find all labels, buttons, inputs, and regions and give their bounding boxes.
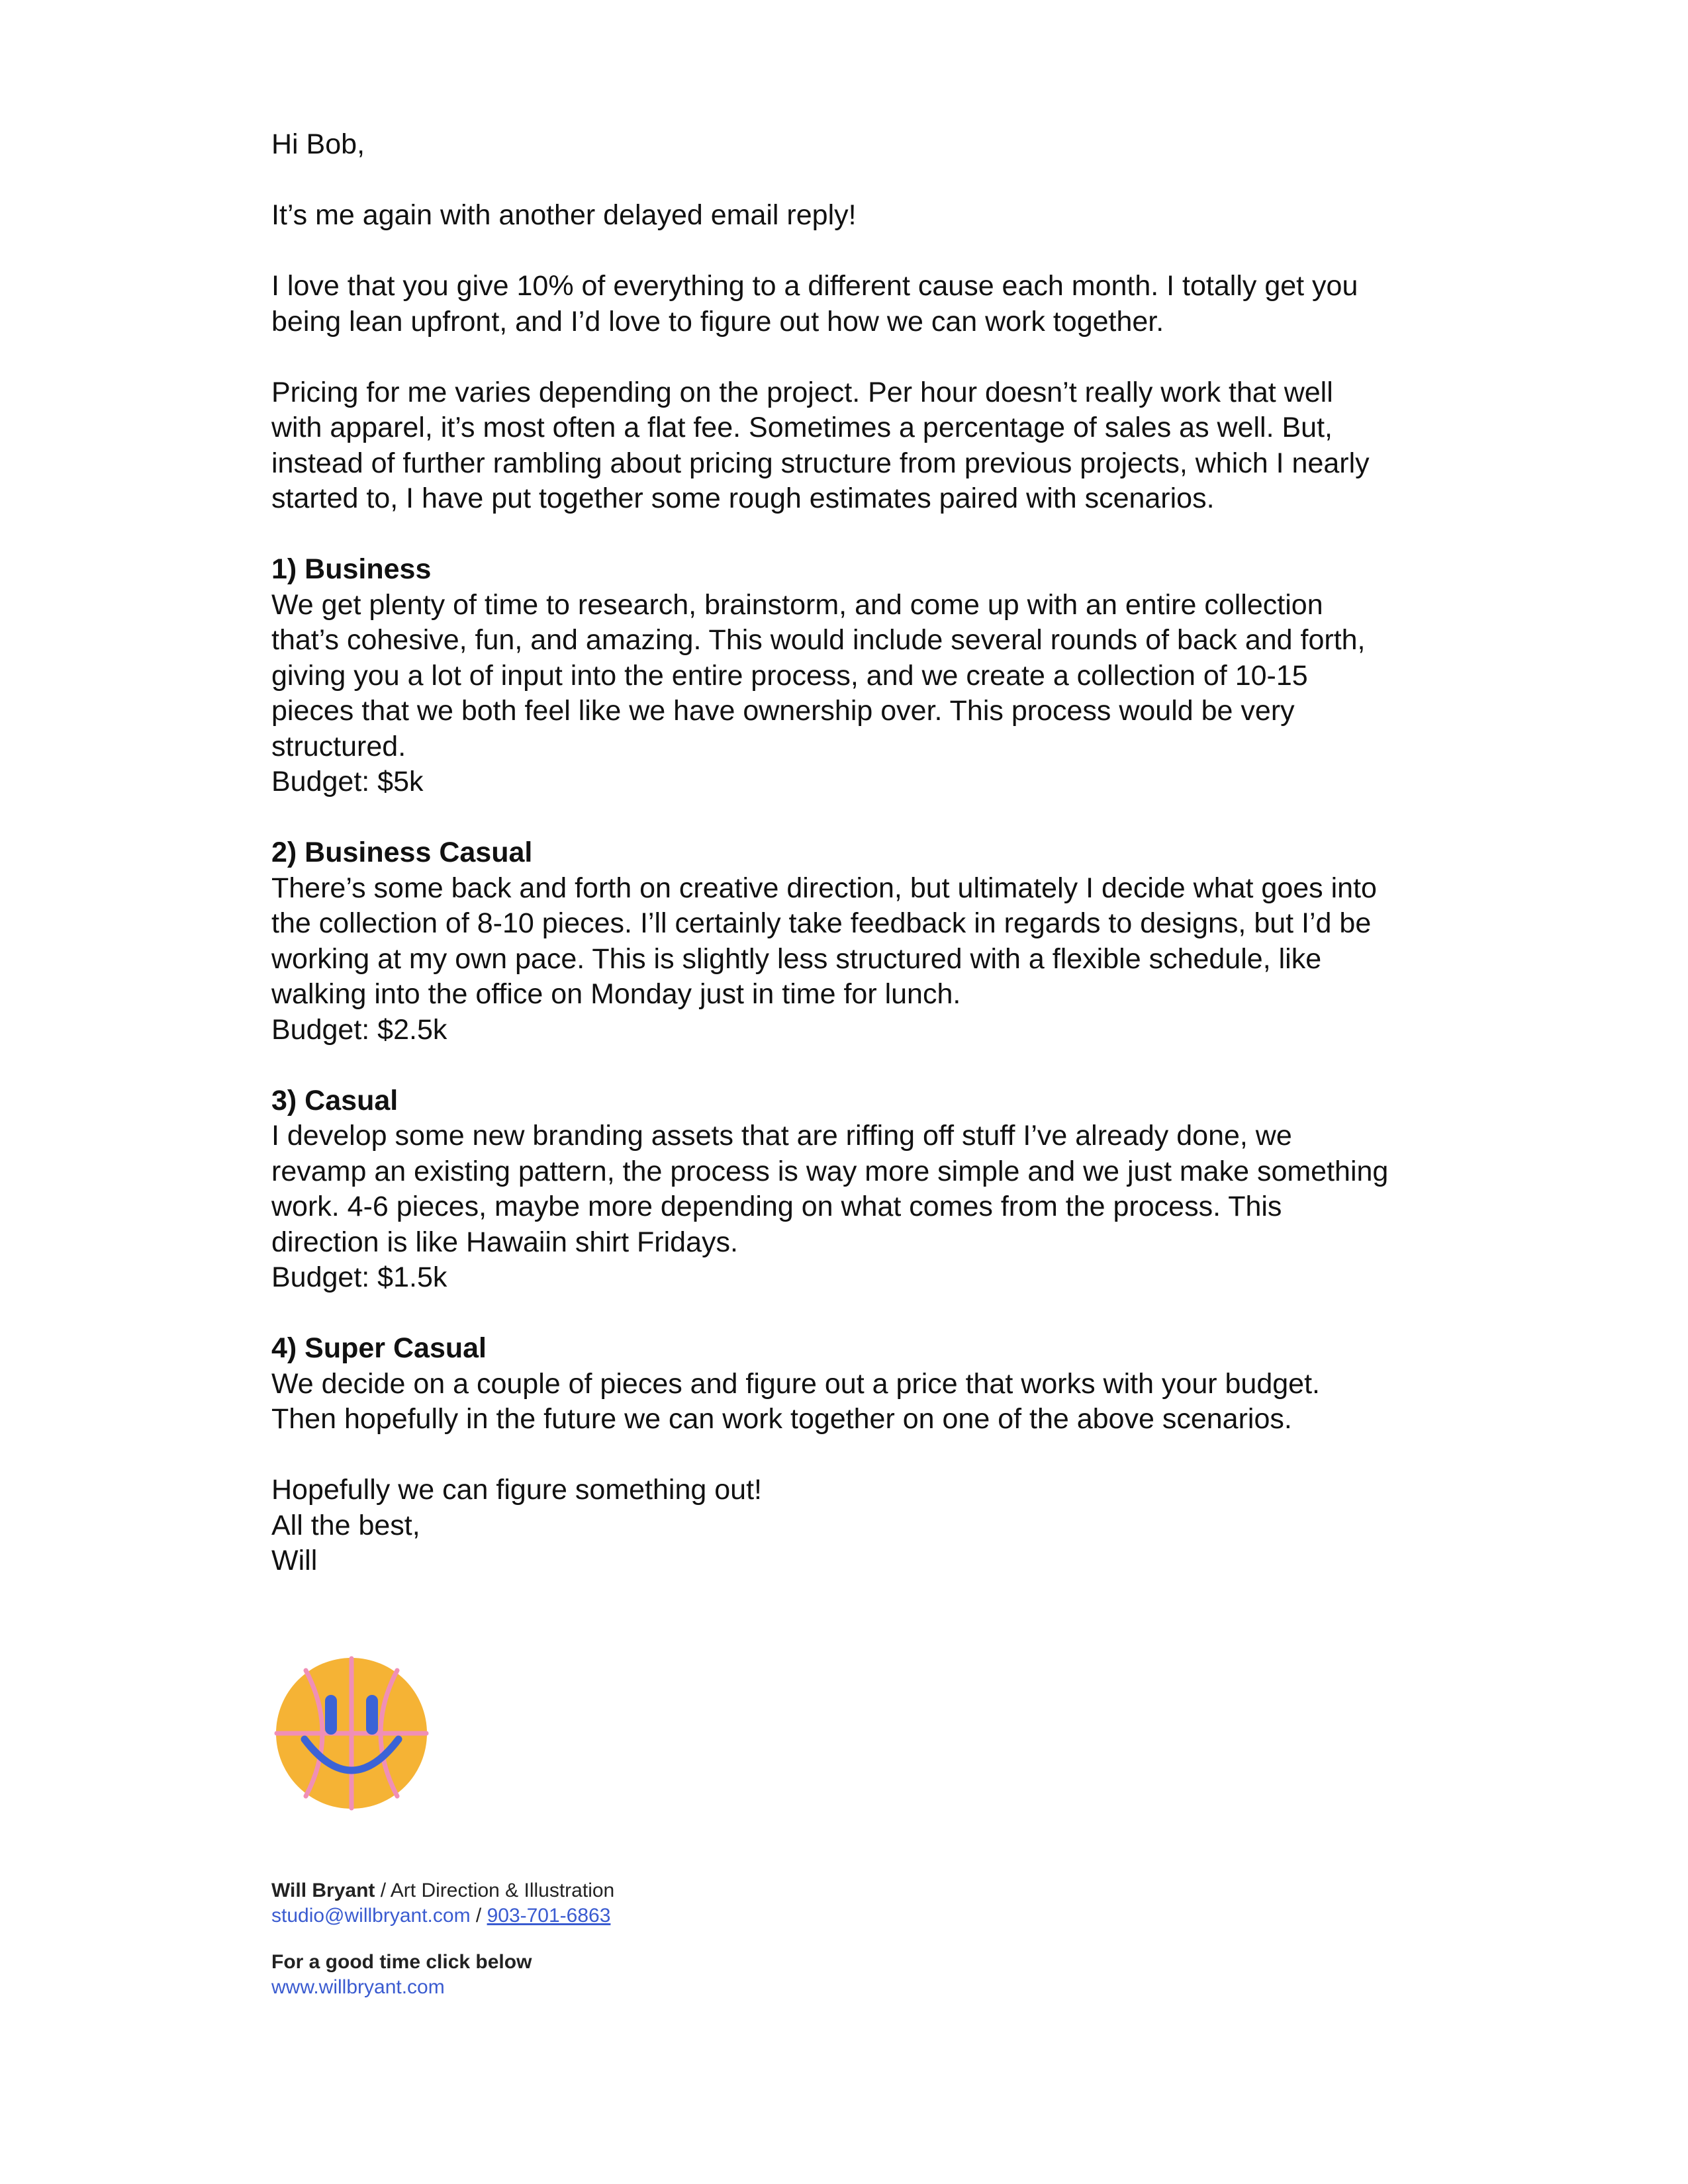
signature-cta: For a good time click below [271,1951,532,1973]
option-casual: 3) Casual I develop some new branding assets that are riffing off stuff I’ve already done, we revamp an existing pattern, the process is way more simple and we just make something work. 4-6 pieces, maybe more depending on what comes from the process. This direction is like Hawaiin shirt Fridays. Budget: $1.5k [271,1083,1450,1296]
option-budget: Budget: $1.5k [271,1261,447,1293]
closing: Hopefully we can figure something out! All the best, Will [271,1473,1450,1579]
option-heading: 1) Business [271,553,432,585]
sign-off-name: Will [271,1545,318,1576]
signature-contact-line [271,1903,614,1929]
smiley-basketball-icon [273,1655,430,1812]
option-budget: Budget: $2.5k [271,1013,447,1046]
contact-separator: / [470,1905,487,1927]
option-heading: 4) Super Casual [271,1332,487,1364]
option-super-casual: 4) Super Casual We decide on a couple of pieces and figure out a price that works with your budget. Then hopefully in the future we can work together on one of the above scenarios. [271,1331,1450,1437]
email-link[interactable]: studio@willbryant.com [271,1905,471,1927]
email-signature [271,1878,614,2000]
pricing-paragraph: Pricing for me varies depending on the project. Per hour doesn’t really work that well with apparel, it’s most often a flat fee. Sometimes a percentage of sales as well. But, instead of further rambling about pricing structure from previous projects, which I nearly started to, I have put together some rough estimates paired with scenarios. [271,376,1370,514]
email-body [271,127,1450,1614]
option-heading: 3) Casual [271,1084,399,1116]
option-business-casual: 2) Business Casual There’s some back and forth on creative direction, but ultimately I decide what goes into the collection of 8-10 pieces. I’ll certainly take feedback in regards to designs, but I’d be working at my own pace. This is slightly less structured with a flexible schedule, like walking into the office on Monday just in time for lunch. Budget: $2.5k [271,835,1450,1048]
intro-paragraph: It’s me again with another delayed email reply! [271,199,857,231]
option-budget: Budget: $5k [271,766,424,797]
phone-link[interactable]: 903-701-6863 [487,1905,611,1927]
signature-role: / Art Direction & Illustration [375,1880,615,1901]
signature-title-line [271,1878,614,1903]
signature-name: Will Bryant [271,1880,375,1901]
cause-paragraph: I love that you give 10% of everything to a different cause each month. I totally get you being lean upfront, and I’d love to figure out how we can work together. [271,270,1358,338]
option-heading: 2) Business Casual [271,837,533,868]
greeting: Hi Bob, [271,128,365,160]
option-business: 1) Business We get plenty of time to research, brainstorm, and come up with an entire collection that’s cohesive, fun, and amazing. This would include several rounds of back and forth, giving you a lot of input into the entire process, and we create a collection of 10-15 pieces that we both feel like we have ownership over. This process would be very structured. Budget: $5k [271,552,1450,800]
website-link[interactable]: www.willbryant.com [271,1976,445,1998]
